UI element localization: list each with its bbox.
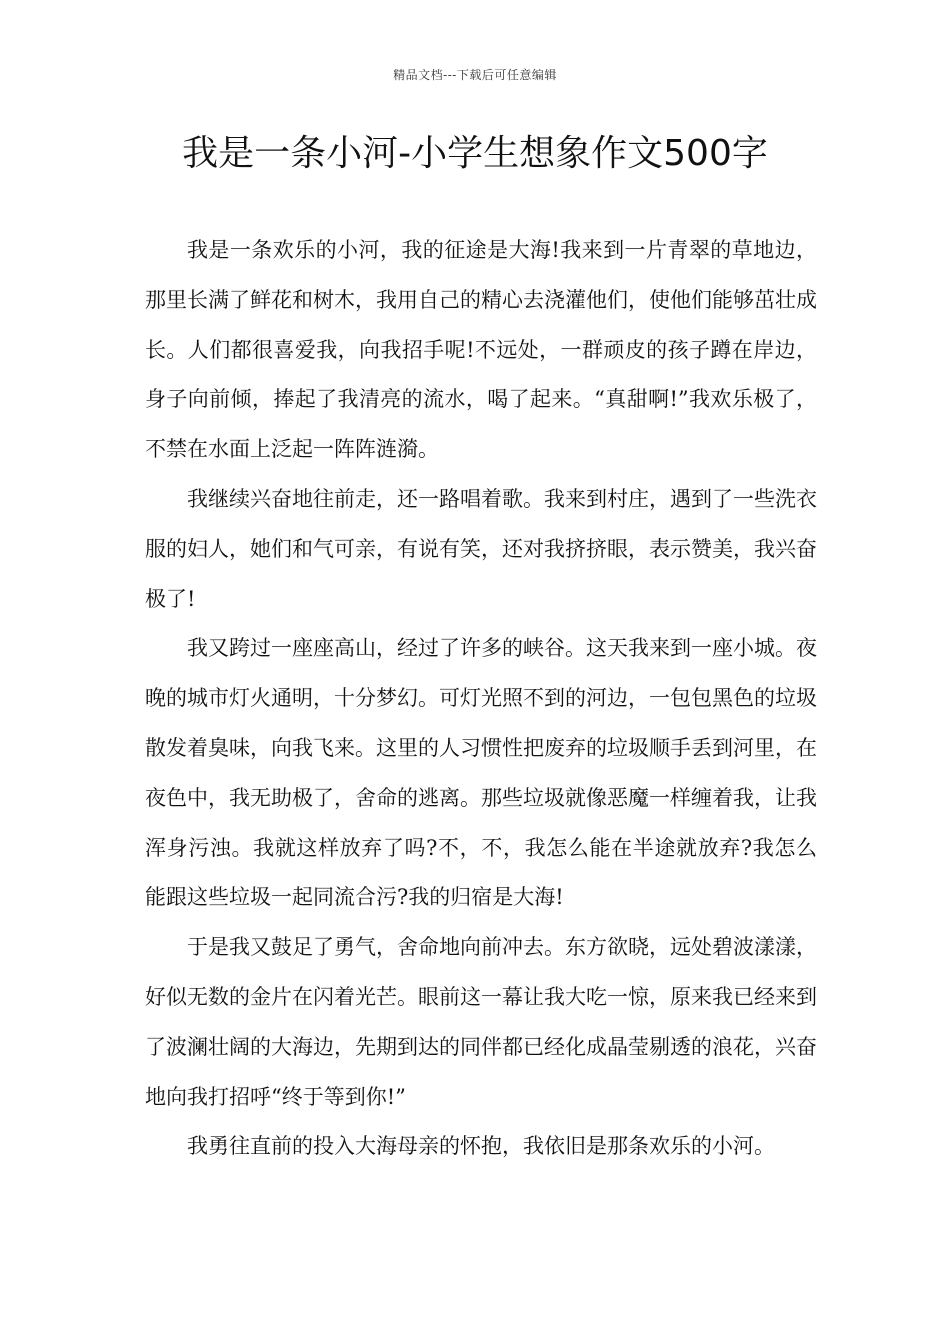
paragraph-5: 我勇往直前的投入大海母亲的怀抱，我依旧是那条欢乐的小河。 [187, 1134, 775, 1159]
paragraph-2: 我继续兴奋地往前走，还一路唱着歌。我来到村庄，遇到了一些洗衣服的妇人，她们和气可亲，有说有笑，还对我挤挤眼，表示赞美，我兴奋极了! [145, 486, 817, 611]
page-title: 我是一条小河-小学生想象作文500字 [182, 133, 768, 174]
paragraph-3: 我又跨过一座座高山，经过了许多的峡谷。这天我来到一座小城。夜晚的城市灯火通明，十分梦幻。可灯光照不到的河边，一包包黑色的垃圾散发着臭味，向我飞来。这里的人习惯性把废弃的垃圾顺手丢到河里，在夜色中，我无助极了，舍命的逃离。那些垃圾就像恶魔一样缠着我，让我浑身污浊。我就这样放弃了吗?不，不，我怎么能在半途就放弃?我怎么能跟这些垃圾一起同流合污?我的归宿是大海! [145, 636, 817, 910]
header-note: 精品文档---下载后可任意编辑 [393, 68, 557, 82]
paragraph-4: 于是我又鼓足了勇气，舍命地向前冲去。东方欲晓，远处碧波漾漾，好似无数的金片在闪着光芒。眼前这一幕让我大吃一惊，原来我已经来到了波澜壮阔的大海边，先期到达的同伴都已经化成晶莹剔透的浪花，兴奋地向我打招呼“终于等到你!” [145, 935, 817, 1109]
article-body [145, 226, 817, 1172]
paragraph-1: 我是一条欢乐的小河，我的征途是大海!我来到一片青翠的草地边，那里长满了鲜花和树木，我用自己的精心去浇灌他们，使他们能够茁壮成长。人们都很喜爱我，向我招手呢!不远处，一群顽皮的孩子蹲在岸边，身子向前倾，捧起了我清亮的流水，喝了起来。“真甜啊!”我欢乐极了，不禁在水面上泛起一阵阵涟漪。 [145, 238, 817, 462]
